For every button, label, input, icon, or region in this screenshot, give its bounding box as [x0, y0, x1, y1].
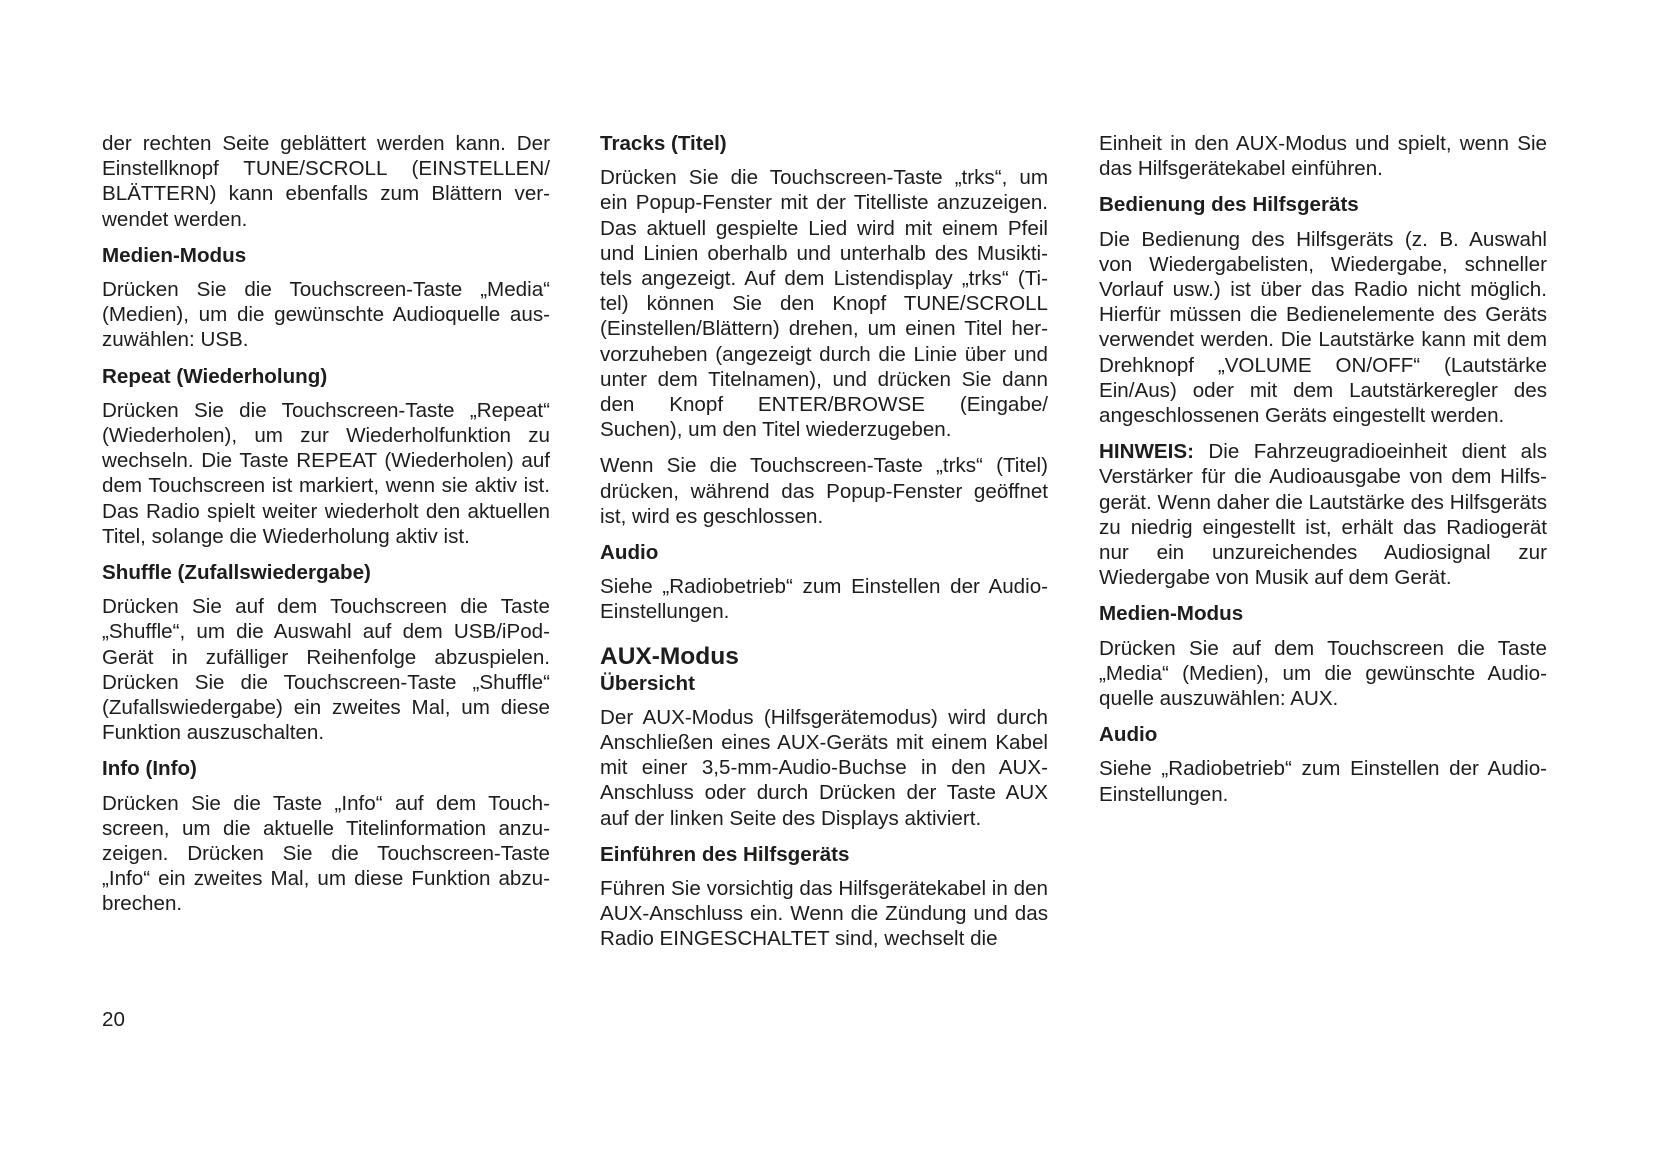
heading-repeat: Repeat (Wiederholung): [102, 364, 328, 388]
paragraph-shuffle: Drücken Sie auf dem Touchscreen die Taste „Shuffle“, um die Auswahl auf dem USB/iPod-Gerät in zufälliger Reihenfolge abzuspielen. Drücken Sie die Touchscreen-Taste „Shuffle“ (Zufallswiedergabe) ein zweites Mal, um diese Funktion auszuschalten.: [102, 595, 550, 745]
paragraph-repeat: Drücken Sie die Touchscreen-Taste „Repeat“ (Wiederholen), um zur Wiederholfunktion zu wechseln. Die Taste REPEAT (Wiederholen) auf dem Touchscreen ist markiert, wenn sie aktiv ist. Das Radio spielt weiter wiederholt den aktuellen Titel, solange die Wiederholung aktiv ist.: [102, 398, 550, 548]
column-right: [1099, 131, 1547, 818]
column-left: [102, 131, 550, 928]
heading-overview: Übersicht: [600, 671, 695, 695]
heading-tracks: Tracks (Titel): [600, 132, 727, 155]
paragraph-tracks-2: Wenn Sie die Touchscreen-Taste „trks“ (Titel) drücken, während das Popup-Fenster geöffnet ist, wird es geschlossen.: [600, 454, 1048, 528]
paragraph-insert-aux: Führen Sie vorsichtig das Hilfsgerätekabel in den AUX-Anschluss ein. Wenn die Zündung und das Radio EINGESCHALTET sind, wechselt die: [600, 877, 1048, 951]
heading-audio: Audio: [1099, 723, 1158, 747]
column-middle: [600, 131, 1048, 963]
note-paragraph: [1099, 439, 1547, 590]
heading-media-mode: Medien-Modus: [1099, 602, 1244, 626]
paragraph-aux-operation: Die Bedienung des Hilfsgeräts (z. B. Auswahl von Wiedergabelisten, Wiedergabe, schneller Vorlauf usw.) ist über das Radio nicht möglich. Hierfür müssen die Bedienelemente des Geräts verwendet werden. Die Lautstärke kann mit dem Drehknopf „VOLUME ON/OFF“ (Lautstärke Ein/Aus) oder mit dem Lautstärkeregler des angeschlossenen Geräts eingestellt werden.: [1099, 227, 1547, 428]
heading-aux-operation: Bedienung des Hilfsgeräts: [1099, 193, 1359, 217]
paragraph-overview: Der AUX-Modus (Hilfsgerätemodus) wird durch Anschließen eines AUX-Geräts mit einem Kabel mit einer 3,5-mm-Audio-Buchse in den AUX-Anschluss oder durch Drücken der Taste AUX auf der linken Seite des Displays aktiviert.: [600, 705, 1048, 830]
heading-info: Info (Info): [102, 757, 197, 781]
paragraph-continued: der rechten Seite geblättert werden kann. Der Einstellknopf TUNE/SCROLL (EINSTELLEN/ BLÄTTERN) kann ebenfalls zum Blättern verwendet werden.: [102, 132, 550, 231]
paragraph-audio: Siehe „Radiobetrieb“ zum Einstellen der Audio-Einstellungen.: [1099, 757, 1547, 806]
page-number: 20: [102, 1008, 125, 1031]
heading-shuffle: Shuffle (Zufallswiedergabe): [102, 561, 371, 585]
paragraph-media-mode: Drücken Sie die Touchscreen-Taste „Media“ (Medien), um die gewünschte Audioquelle auszuwählen: USB.: [102, 278, 550, 352]
paragraph-continued: Einheit in den AUX-Modus und spielt, wenn Sie das Hilfsgerätekabel einführen.: [1099, 132, 1547, 181]
paragraph-info: Drücken Sie die Taste „Info“ auf dem Touchscreen, um die aktuelle Titelinformation anzuzeigen. Drücken Sie die Touchscreen-Taste „Info“ ein zweites Mal, um diese Funktion abzubrechen.: [102, 791, 550, 916]
heading-audio: Audio: [600, 541, 659, 565]
paragraph-tracks-1: Drücken Sie die Touchscreen-Taste „trks“, um ein Popup-Fenster mit der Titelliste anzuzeigen. Das aktuell gespielte Lied wird mit einem Pfeil und Linien oberhalb und unterhalb des Musiktitels angezeigt. Auf dem Listendisplay „trks“ (Titel) können Sie den Knopf TUNE/SCROLL (Einstellen/Blättern) drehen, um einen Titel hervorzuheben (angezeigt durch die Linie über und unter dem Titelnamen), und drücken Sie dann den Knopf ENTER/BROWSE (Eingabe/ Suchen), um den Titel wiederzugeben.: [600, 166, 1048, 442]
section-title-aux-mode: AUX-Modus: [600, 642, 739, 670]
note-text: Die Fahrzeugradioeinheit dient als Verstärker für die Audioausgabe von dem Hilfsgerät. Wenn daher die Lautstärke des Hilfsgeräts zu niedrig eingestellt ist, erhält das Radiogerät nur ein unzureichendes Audiosignal zur Wiedergabe von Musik auf dem Gerät.: [1099, 440, 1547, 590]
note-label: HINWEIS:: [1099, 440, 1194, 464]
paragraph-audio: Siehe „Radiobetrieb“ zum Einstellen der Audio-Einstellungen.: [600, 575, 1048, 624]
heading-media-mode: Medien-Modus: [102, 243, 247, 267]
paragraph-media-mode: Drücken Sie auf dem Touchscreen die Taste „Media“ (Medien), um die gewünschte Audioquelle auszuwählen: AUX.: [1099, 636, 1547, 711]
heading-insert-aux: Einführen des Hilfsgeräts: [600, 842, 850, 866]
